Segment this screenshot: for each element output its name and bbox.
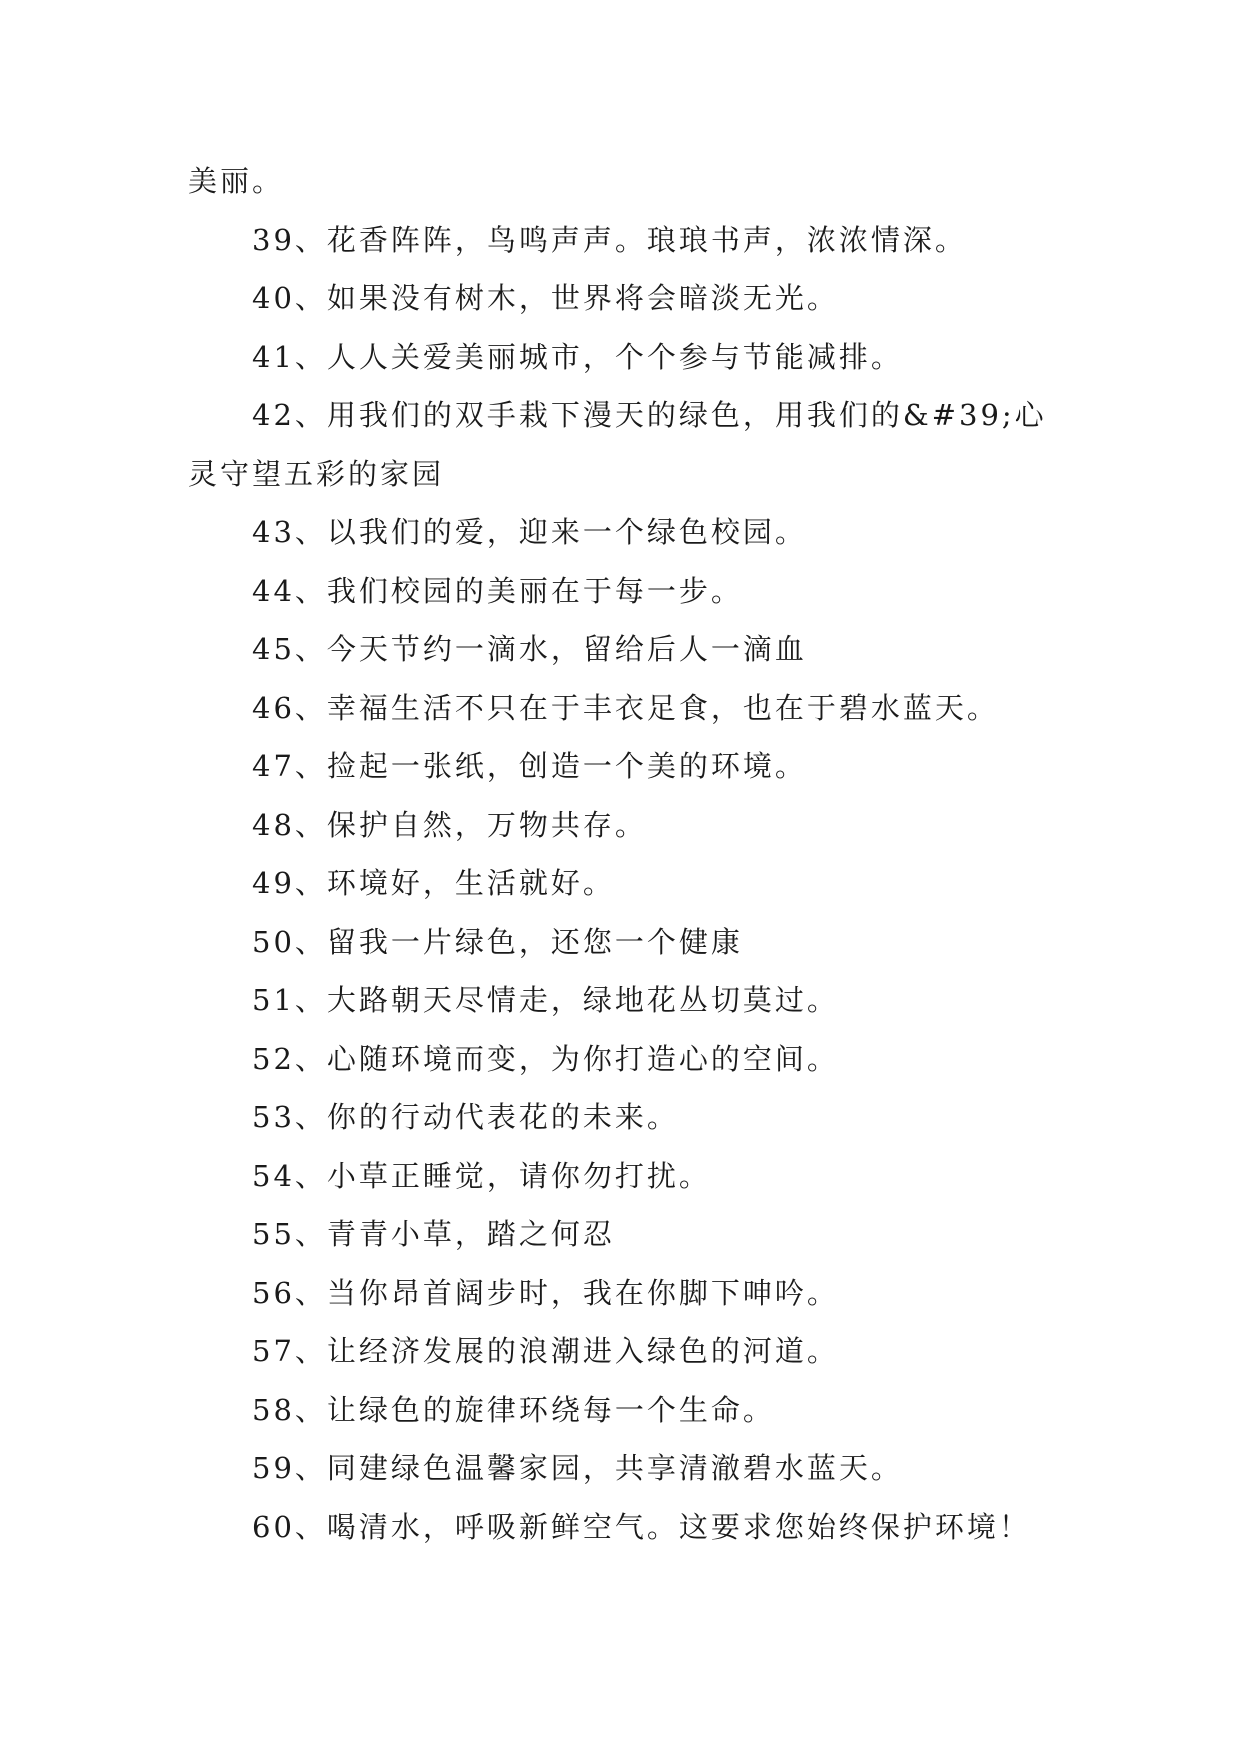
slogan-57: 57、让经济发展的浪潮进入绿色的河道。 xyxy=(252,1334,839,1368)
slogan-48: 48、保护自然，万物共存。 xyxy=(252,807,647,842)
slogan-51: 51、大路朝天尽情走，绿地花丛切莫过。 xyxy=(252,983,839,1017)
slogan-58: 58、让绿色的旋律环绕每一个生命。 xyxy=(252,1392,775,1427)
slogan-40: 40、如果没有树木，世界将会暗淡无光。 xyxy=(252,281,839,315)
slogan-43: 43、以我们的爱，迎来一个绿色校园。 xyxy=(252,515,807,549)
slogan-42: 42、用我们的双手栽下漫天的绿色，用我们的&#39;心 xyxy=(252,398,1047,432)
slogan-50: 50、留我一片绿色，还您一个健康 xyxy=(252,924,743,959)
slogan-41: 41、人人关爱美丽城市，个个参与节能减排。 xyxy=(252,339,903,374)
slogan-56: 56、当你昂首阔步时，我在你脚下呻吟。 xyxy=(252,1275,839,1310)
slogan-39: 39、花香阵阵，鸟鸣声声。琅琅书声，浓浓情深。 xyxy=(252,222,967,257)
text-line: 美丽。 xyxy=(188,164,285,198)
slogan-42-continued: 灵守望五彩的家园 xyxy=(188,456,445,491)
slogan-59: 59、同建绿色温馨家园，共享清澈碧水蓝天。 xyxy=(252,1451,903,1485)
slogan-54: 54、小草正睡觉，请你勿打扰。 xyxy=(252,1158,711,1193)
slogan-52: 52、心随环境而变，为你打造心的空间。 xyxy=(252,1041,839,1076)
slogan-47: 47、捡起一张纸，创造一个美的环境。 xyxy=(252,749,807,783)
slogan-53: 53、你的行动代表花的未来。 xyxy=(252,1100,679,1134)
slogan-45: 45、今天节约一滴水，留给后人一滴血 xyxy=(252,632,807,666)
slogan-list xyxy=(188,152,1088,1556)
slogan-46: 46、幸福生活不只在于丰衣足食，也在于碧水蓝天。 xyxy=(252,690,999,725)
slogan-60: 60、喝清水，呼吸新鲜空气。这要求您始终保护环境！ xyxy=(252,1509,1031,1544)
slogan-49: 49、环境好，生活就好。 xyxy=(252,866,615,900)
slogan-44: 44、我们校园的美丽在于每一步。 xyxy=(252,573,743,608)
slogan-55: 55、青青小草，踏之何忍 xyxy=(252,1217,615,1251)
